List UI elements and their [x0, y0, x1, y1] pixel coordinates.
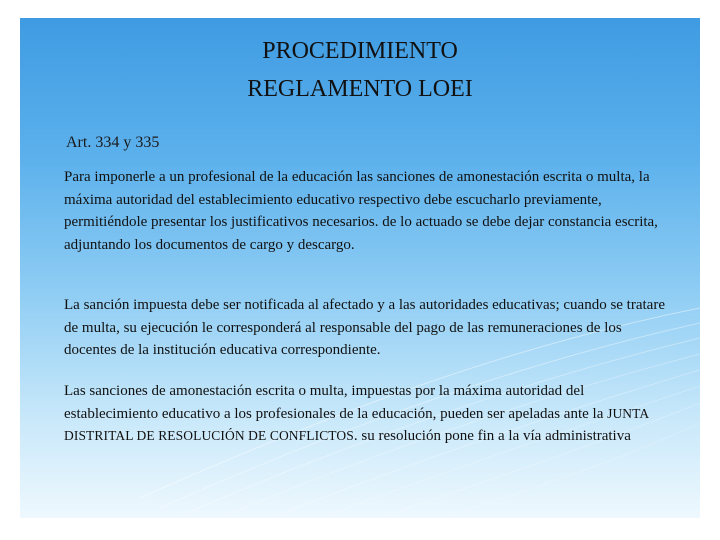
- paragraph-1: Para imponerle a un profesional de la educación las sanciones de amonestación escrita o multa, la máxima autoridad del establecimiento educativo respectivo debe escucharlo previamente, permitiéndole presentar los justificativos necesarios. de lo actuado se debe dejar constancia escrita, adjuntando los documentos de cargo y descargo.: [64, 169, 658, 253]
- slide-title: [20, 32, 700, 108]
- article-reference: Art. 334 y 335: [66, 134, 160, 151]
- slide: [20, 18, 700, 518]
- title-line-1: PROCEDIMIENTO: [262, 38, 458, 64]
- paragraph-3-end: . su resolución pone fin a la vía administrativa: [353, 428, 631, 444]
- paragraph-2: La sanción impuesta debe ser notificada al afectado y a las autoridades educativas; cuando se tratare de multa, su ejecución le corresponderá al responsable del pago de las remuneraciones de los docentes de la institución educativa correspondiente.: [64, 297, 665, 358]
- title-line-2: REGLAMENTO LOEI: [247, 76, 473, 102]
- paragraph-3-organization: JUNTA DISTRITAL DE RESOLUCIÓN DE CONFLICTOS: [64, 405, 649, 443]
- paragraph-3-start: Las sanciones de amonestación escrita o multa, impuestas por la máxima autoridad del establecimiento educativo a los profesionales de la educación, pueden ser apeladas ante la: [64, 383, 608, 422]
- paragraph-3: [64, 380, 676, 448]
